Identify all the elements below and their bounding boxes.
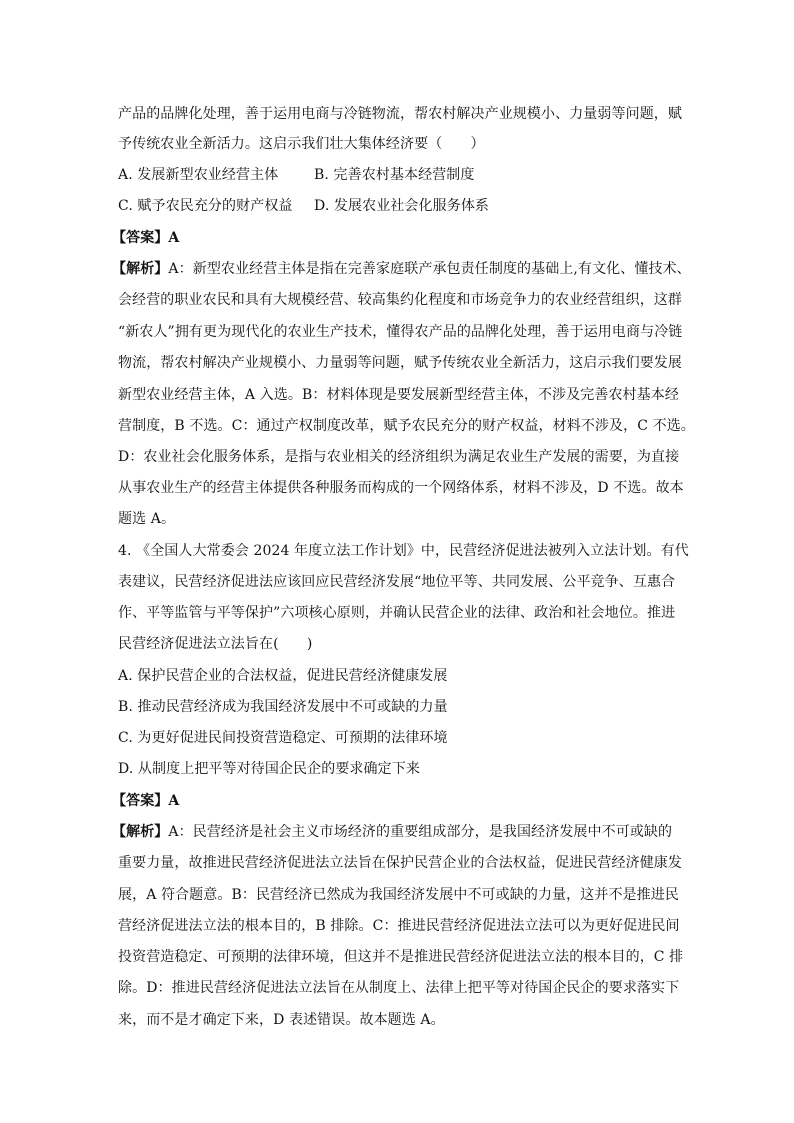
q3-option-c: C. 赋予农民充分的财产权益 (118, 198, 293, 214)
q3-analysis-line: 新型农业经营主体，A 入选。B：材料体现是要发展新型经营主体，不涉及完善农村基本经 (118, 387, 679, 403)
q3-stem-line: 予传统农业全新活力。这启示我们壮大集体经济要（ ） (118, 136, 485, 152)
q4-analysis-line: 营经济促进法立法的根本目的，B 排除。C：推进民营经济促进法立法可以为更好促进民间 (118, 918, 680, 934)
q3-options-row-2 (118, 196, 678, 216)
q4-stem-line: 作、平等监管与平等保护”六项核心原则，并确认民营企业的法律、政治和社会地位。推进 (118, 605, 676, 621)
q4-answer (112, 791, 672, 811)
q3-option-b: B. 完善农村基本经营制度 (314, 167, 475, 183)
q3-analysis-line: “新农人”拥有更为现代化的农业生产技术，懂得农产品的品牌化处理，善于运用电商与冷链 (118, 324, 683, 340)
q3-analysis-line: 会经营的职业农民和具有大规模经营、较高集约化程度和市场竞争力的农业经营组织，这群 (118, 292, 682, 308)
q4-analysis-line: 展，A 符合题意。B：民营经济已然成为我国经济发展中不可或缺的力量，这并不是推进民 (118, 887, 679, 903)
q3-option-a: A. 发展新型农业经营主体 (118, 167, 279, 183)
q4-option-b: B. 推动民营经济成为我国经济发展中不可或缺的力量 (118, 699, 448, 715)
q4-option-d: D. 从制度上把平等对待国企民企的要求确定下来 (118, 761, 420, 777)
q3-stem-line: 产品的品牌化处理，善于运用电商与冷链物流，帮农村解决产业规模小、力量弱等问题，赋 (118, 106, 682, 122)
q4-option-a: A. 保护民营企业的合法权益，促进民营经济健康发展 (118, 668, 448, 684)
q4-analysis-line: 来，而不是才确定下来，D 表述错误。故本题选 A。 (118, 1012, 445, 1028)
q4-analysis-line: 【解析】A：民营经济是社会主义市场经济的重要组成部分，是我国经济发展中不可或缺的 (112, 824, 673, 840)
q4-stem-line: 4. 《全国人大常委会 2024 年度立法工作计划》中，民营经济促进法被列入立法计划。有代 (118, 543, 689, 559)
q3-analysis-line: 【解析】A：新型农业经营主体是指在完善家庭联产承包责任制度的基础上,有文化、懂技术、 (112, 261, 691, 277)
q3-analysis-line: D：农业社会化服务体系，是指与农业相关的经济组织为满足农业生产发展的需要，为直接 (118, 449, 680, 465)
q4-stem-line: 表建议，民营经济促进法应该回应民营经济发展“地位平等、共同发展、公平竞争、互惠合 (118, 574, 676, 590)
q3-analysis-line: 物流，帮农村解决产业规模小、力量弱等问题，赋予传统农业全新活力，这启示我们要发展 (118, 355, 682, 371)
q3-options-row-1 (118, 165, 678, 185)
q3-option-d: D. 发展农业社会化服务体系 (314, 198, 490, 214)
q3-analysis-line: 题选 A。 (118, 511, 176, 527)
q4-analysis-line: 投资营造稳定、可预期的法律环境，但这并不是推进民营经济促进法立法的根本目的，C 排 (118, 949, 684, 965)
q4-analysis-line: 除。D：推进民营经济促进法立法旨在从制度上、法律上把平等对待国企民企的要求落实下 (118, 980, 680, 996)
answer-label: 【答案】 (112, 230, 169, 246)
q3-analysis-line: 从事农业生产的经营主体提供各种服务而构成的一个网络体系，材料不涉及，D 不选。故本 (118, 480, 684, 496)
answer-value: A (168, 230, 180, 246)
q3-answer (112, 228, 672, 248)
analysis-label: 【解析】 (112, 824, 169, 840)
analysis-label: 【解析】 (112, 261, 169, 277)
q4-stem-line: 民营经济促进法立法旨在( ) (118, 636, 313, 652)
q4-option-c: C. 为更好促进民间投资营造稳定、可预期的法律环境 (118, 730, 448, 746)
q3-analysis-line: 营制度，B 不选。C：通过产权制度改革，赋予农民充分的财产权益，材料不涉及，C 不选。 (118, 418, 695, 434)
q4-analysis-line: 重要力量，故推进民营经济促进法立法旨在保护民营企业的合法权益，促进民营经济健康发 (118, 855, 682, 871)
answer-label: 【答案】 (112, 793, 169, 809)
answer-value: A (168, 793, 180, 809)
